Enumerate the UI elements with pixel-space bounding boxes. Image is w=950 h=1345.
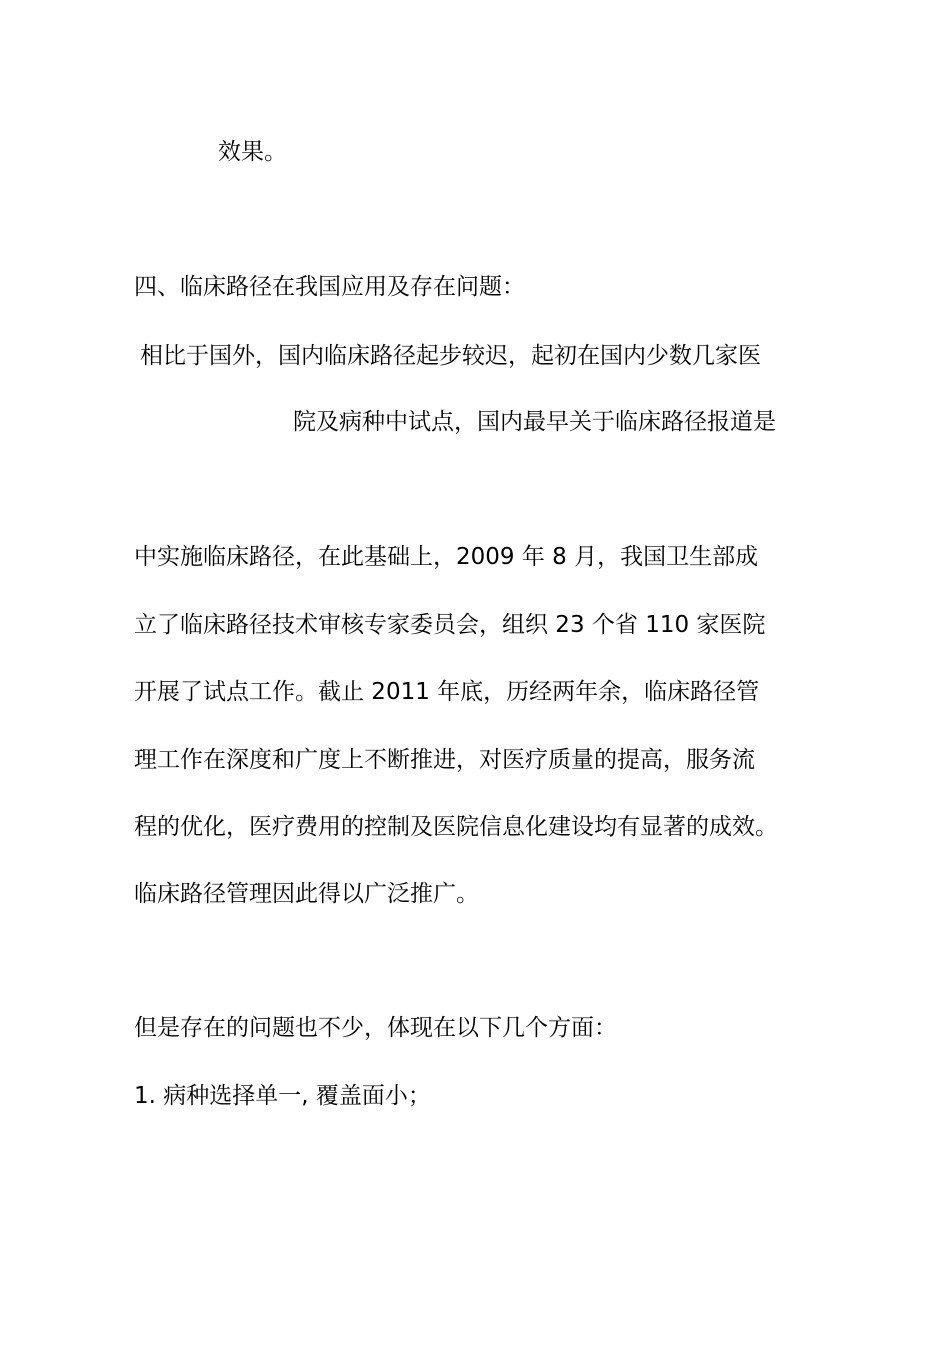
paragraph-line: 程的优化，医疗费用的控制及医院信息化建设均有显著的成效。 (134, 814, 778, 840)
paragraph-line-effect: 效果。 (218, 139, 287, 165)
paragraph-line: 理工作在深度和广度上不断推进，对医疗质量的提高，服务流 (134, 747, 755, 773)
section-heading: 四、临床路径在我国应用及存在问题： (134, 274, 525, 300)
paragraph-line: 开展了试点工作。截止 2011 年底，历经两年余，临床路径管 (134, 679, 760, 705)
paragraph-line: 立了临床路径技术审核专家委员会，组织 23 个省 110 家医院 (134, 612, 766, 638)
paragraph-line: 院及病种中试点，国内最早关于临床路径报道是 (293, 409, 776, 435)
list-item: 1. 病种选择单一, 覆盖面小； (134, 1083, 431, 1109)
paragraph-line: 临床路径管理因此得以广泛推广。 (134, 881, 479, 907)
paragraph-line: 相比于国外，国内临床路径起步较迟，起初在国内少数几家医 (140, 343, 761, 369)
paragraph-line: 中实施临床路径，在此基础上，2009 年 8 月，我国卫生部成 (134, 544, 759, 570)
paragraph-line: 但是存在的问题也不少，体现在以下几个方面： (134, 1015, 617, 1041)
